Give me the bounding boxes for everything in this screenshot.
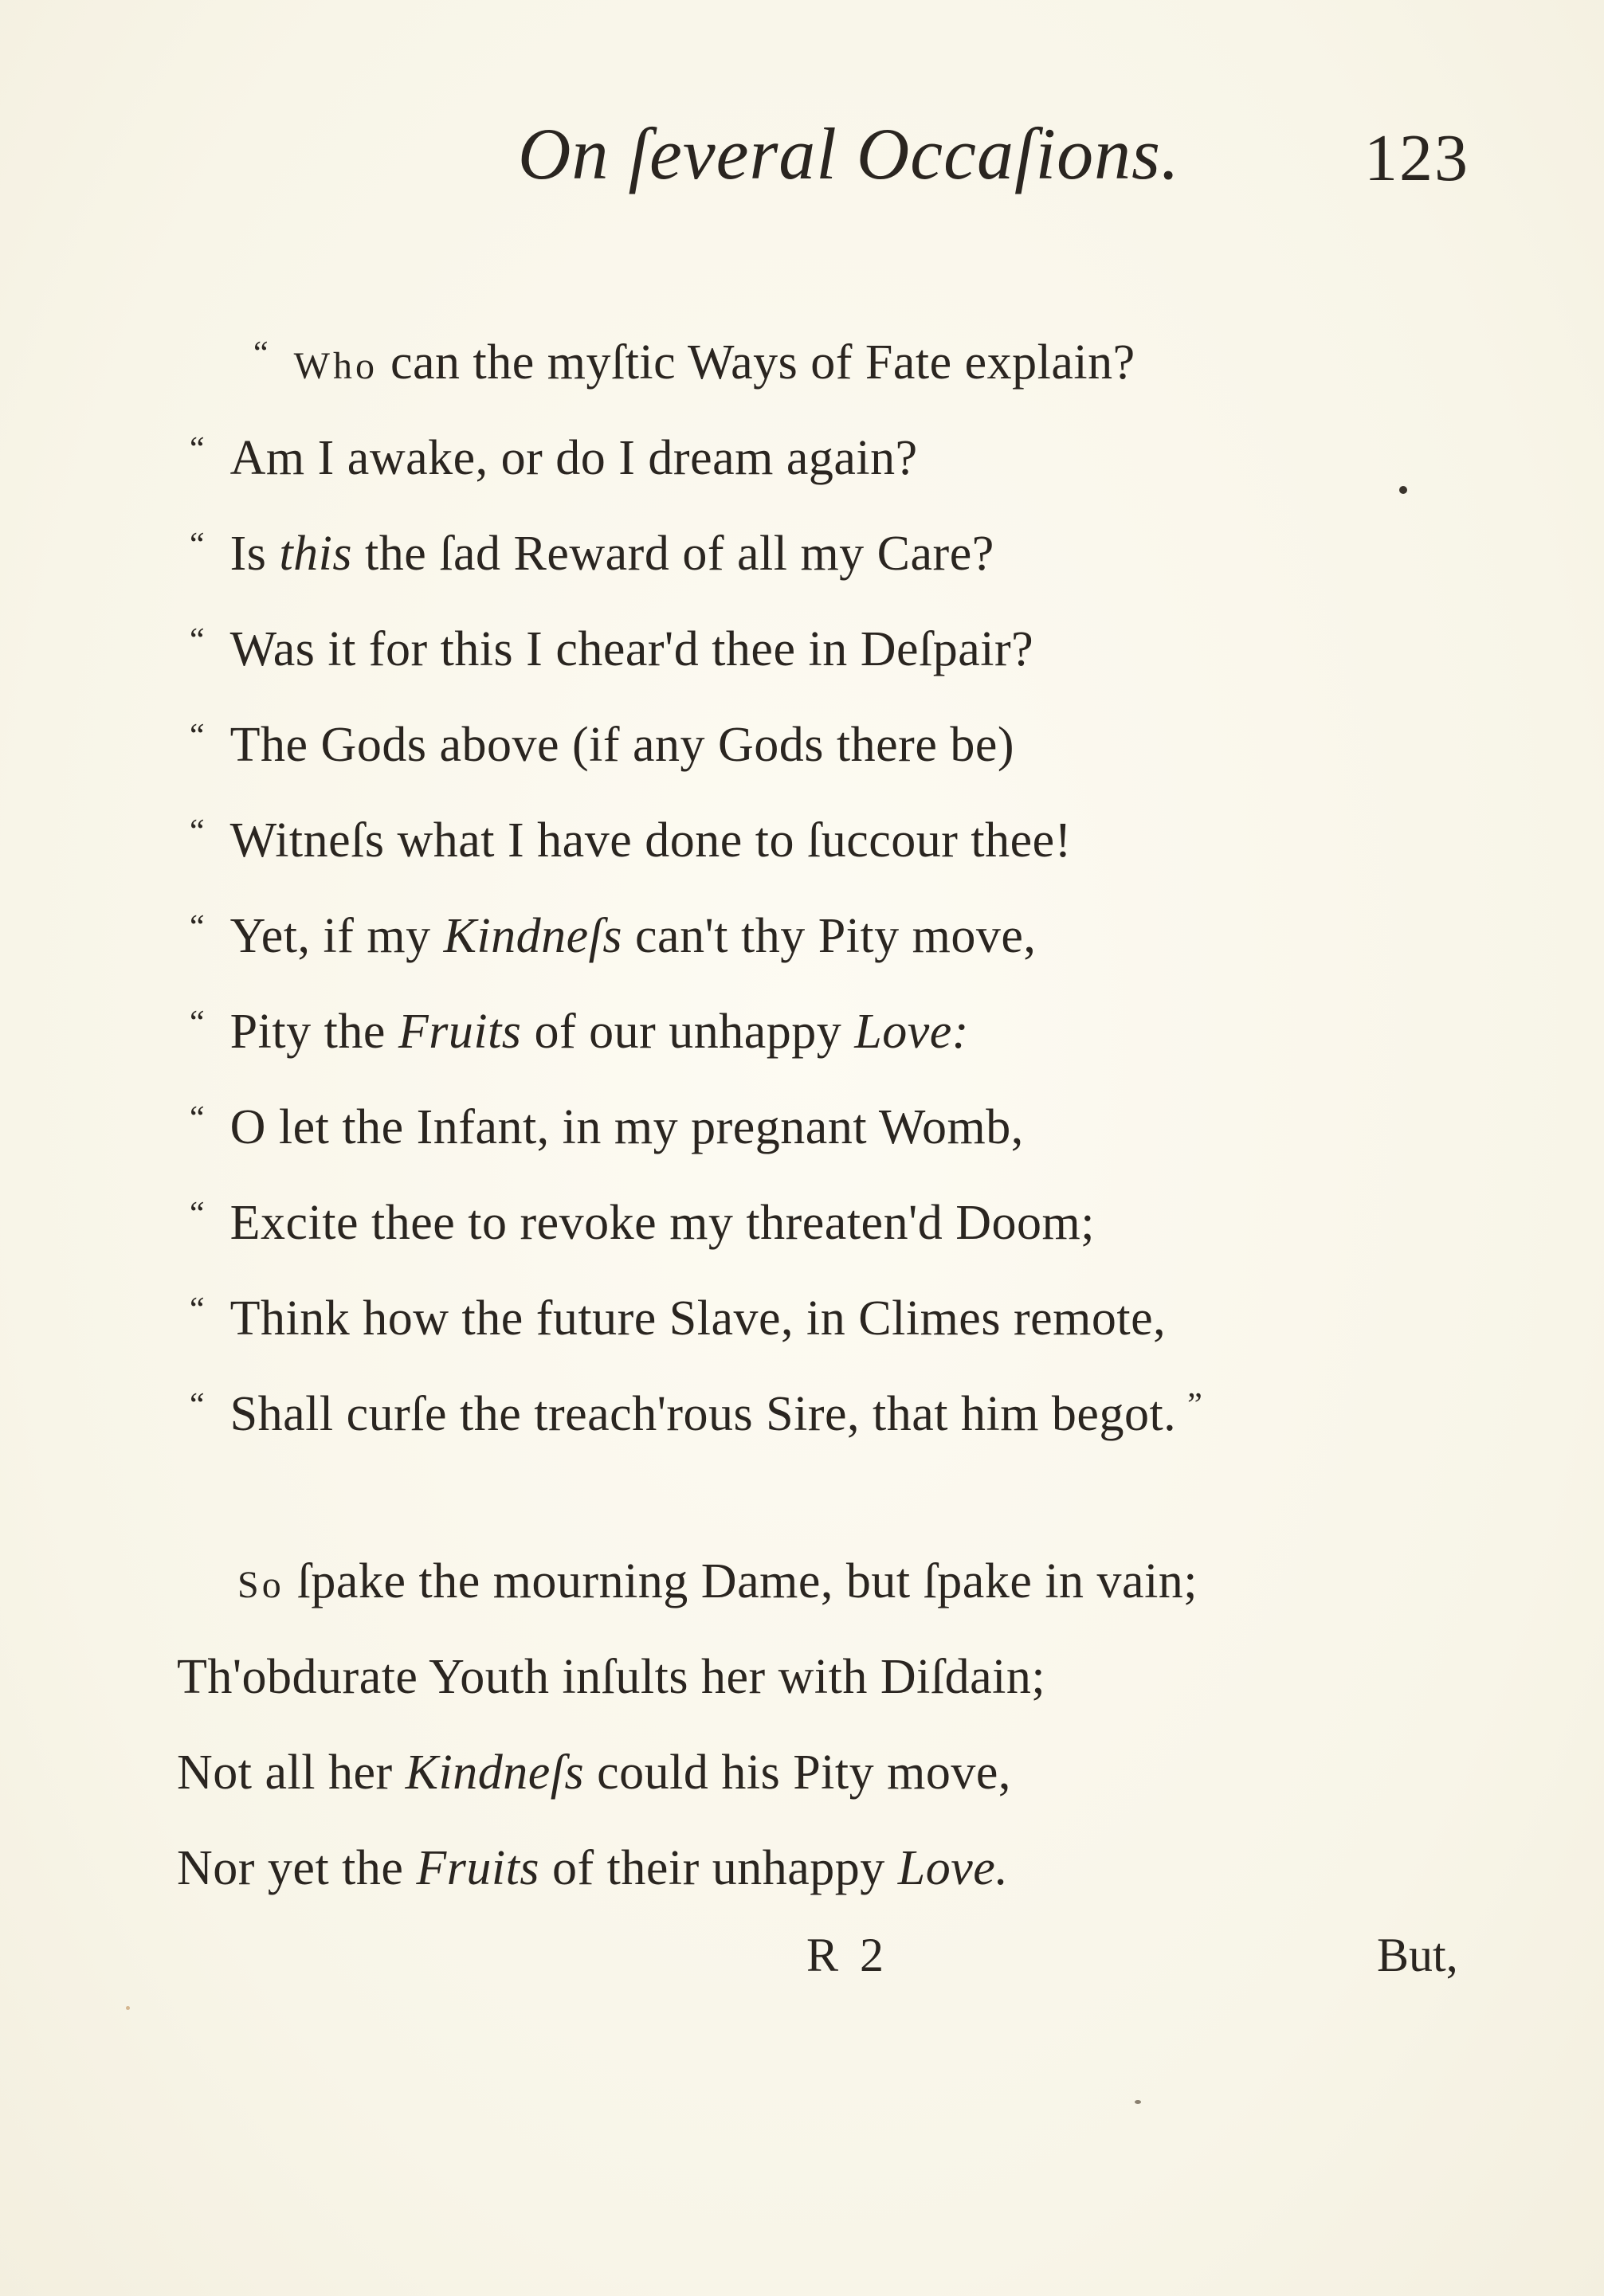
opening-quote: “ [190, 527, 203, 563]
italic-word: Fruits [416, 1841, 540, 1895]
line-text-post: of their unhappy [539, 1841, 898, 1895]
verse-line-3 [190, 526, 994, 582]
line-text-pre: Pity the [229, 1005, 398, 1059]
line-text: The Gods above (if any Gods there be) [229, 718, 1014, 772]
opening-quote: “ [190, 622, 203, 659]
opening-quote: “ [253, 335, 267, 372]
italic-word: Kindneſs [443, 909, 623, 963]
opening-quote: “ [190, 1291, 203, 1328]
verse-line-16 [177, 1840, 1008, 1897]
small-caps-lead: Who [293, 345, 378, 387]
italic-word-2: Love: [854, 1005, 969, 1059]
opening-quote: “ [190, 1100, 203, 1137]
italic-word: this [279, 527, 353, 581]
verse-line-5 [190, 717, 1014, 774]
line-text: Excite thee to revoke my threaten'd Doom; [229, 1196, 1095, 1250]
line-text-post: the ſad Reward of all my Care? [352, 527, 994, 581]
line-text: Was it for this I chear'd thee in Deſpair? [229, 622, 1034, 676]
verse-line-4 [190, 621, 1033, 678]
line-text: ſpake the mourning Dame, but ſpake in vain; [284, 1554, 1198, 1608]
line-text: Think how the future Slave, in Climes remote, [229, 1291, 1167, 1346]
ink-speck [1399, 486, 1407, 494]
opening-quote: “ [190, 1387, 203, 1424]
line-text-pre: Nor yet the [177, 1841, 417, 1895]
line-text-post: could his Pity move, [584, 1746, 1011, 1800]
line-text: O let the Infant, in my pregnant Womb, [229, 1100, 1024, 1154]
opening-quote: “ [190, 431, 203, 468]
closing-quote: ” [1187, 1387, 1203, 1424]
italic-word: Kindneſs [405, 1746, 585, 1800]
italic-word-2: Love. [897, 1841, 1009, 1895]
verse-line-10 [190, 1195, 1095, 1252]
verse-line-13 [237, 1554, 1198, 1610]
signature-mark: R 2 [806, 1929, 889, 1981]
paper-speck [126, 2006, 130, 2010]
verse-line-7 [190, 908, 1036, 965]
running-title: On ſeveral Occaſions. [518, 113, 1180, 194]
line-text: Witneſs what I have done to ſuccour thee! [229, 813, 1072, 868]
page-number: 123 [1364, 121, 1469, 195]
verse-line-12 [190, 1386, 1202, 1443]
catchword: But, [1377, 1929, 1458, 1981]
line-text-pre: Yet, if my [229, 909, 444, 963]
opening-quote: “ [190, 1196, 203, 1232]
verse-line-15 [177, 1745, 1011, 1801]
verse-line-14 [177, 1649, 1045, 1706]
opening-quote: “ [190, 813, 203, 850]
verse-line-8 [190, 1004, 969, 1060]
opening-quote: “ [190, 909, 203, 946]
verse-line-2 [190, 430, 918, 487]
verse-line-1 [253, 335, 1135, 391]
line-text-post: of our unhappy [521, 1005, 855, 1059]
line-text-pre: Is [229, 527, 280, 581]
verse-line-6 [190, 813, 1072, 869]
opening-quote: “ [190, 718, 203, 754]
line-text: can the myſtic Ways of Fate explain? [390, 335, 1135, 390]
line-text-post: can't thy Pity move, [622, 909, 1037, 963]
verse-line-9 [190, 1099, 1024, 1156]
verse-line-11 [190, 1291, 1166, 1347]
ink-speck [1135, 2100, 1141, 2104]
line-text-pre: Not all her [177, 1746, 406, 1800]
line-text: Am I awake, or do I dream again? [229, 431, 918, 485]
italic-word: Fruits [398, 1005, 522, 1059]
line-text: Th'obdurate Youth inſults her with Diſdain; [177, 1650, 1046, 1704]
line-text: Shall curſe the treach'rous Sire, that him begot. [229, 1387, 1177, 1441]
opening-quote: “ [190, 1005, 203, 1041]
small-caps-lead: So [237, 1564, 284, 1606]
